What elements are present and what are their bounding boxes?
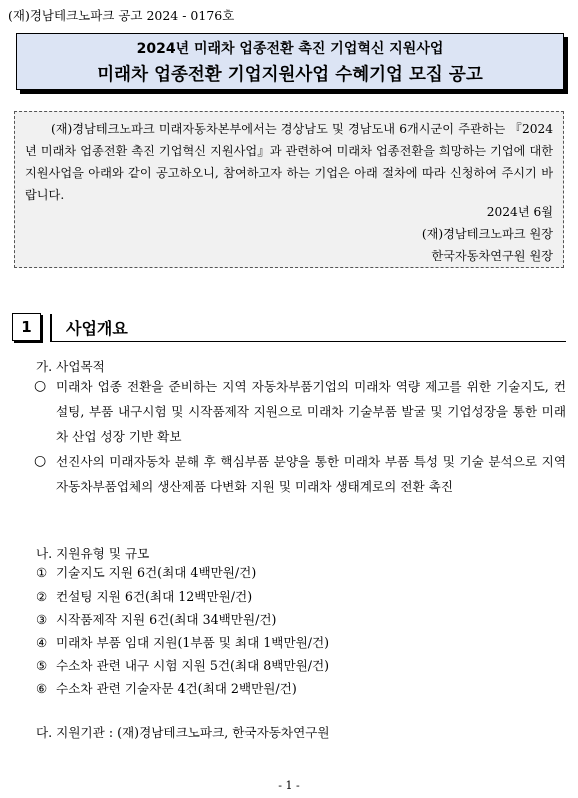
- section-number: 1: [12, 313, 41, 341]
- title-box: [16, 33, 564, 90]
- support-item: [36, 632, 329, 651]
- circle-bullet: ○: [34, 378, 47, 394]
- title-line1: 2024년 미래차 업종전환 촉진 기업혁신 지원사업: [136, 41, 444, 57]
- section-underline: [50, 341, 566, 342]
- section-divider: [50, 314, 52, 341]
- support-item-text: 컨설팅 지원 6건(최대 12백만원/건): [56, 589, 253, 604]
- section-title: 사업개요: [66, 319, 128, 338]
- support-item-text: 미래차 부품 임대 지원(1부품 및 최대 1백만원/건): [56, 635, 330, 650]
- support-heading: 나. 지원유형 및 규모: [36, 546, 150, 561]
- purpose-item: [34, 449, 566, 524]
- support-item: [36, 609, 276, 628]
- purpose-heading: 가. 사업목적: [36, 359, 105, 374]
- section-header: [12, 313, 566, 343]
- signer-gntp: (재)경남테크노파크 원장: [421, 227, 553, 241]
- support-item-text: 시작품제작 지원 6건(최대 34백만원/건): [56, 612, 277, 627]
- support-item-text: 수소차 관련 내구 시험 지원 5건(최대 8백만원/건): [56, 658, 330, 673]
- agency-line: 다. 지원기관 : (재)경남테크노파크, 한국자동차연구원: [36, 725, 330, 740]
- intro-paragraph: (재)경남테크노파크 미래자동차본부에서는 경상남도 및 경남도내 6개시군이 주관하는 『2024년 미래차 업종전환 촉진 기업혁신 지원사업』과 관련하여 미래차 업종전환을 희망하는 기업에 대한 지원사업을 아래와 같이 공고하오니, 참여하고자 하는 기업은 아래 절차에 따라 신청하여 주시기 바랍니다.: [25, 122, 553, 202]
- page-number: - 1 -: [278, 779, 300, 792]
- support-item: [36, 678, 297, 697]
- intro-box: [14, 111, 564, 268]
- support-item-text: 기술지도 지원 6건(최대 4백만원/건): [56, 565, 257, 580]
- support-item-mark: ①: [36, 565, 48, 580]
- purpose-item-text: 선진사의 미래자동차 분해 후 핵심부품 분양을 통한 미래차 부품 특성 및 기술 분석으로 지역 자동차부품업체의 생산제품 다변화 지원 및 미래차 생태계로의 전환 촉진: [56, 454, 566, 494]
- support-item: [36, 562, 256, 581]
- intro-date: 2024년 6월: [486, 205, 553, 219]
- support-item-mark: ③: [36, 612, 48, 627]
- signer-katech: 한국자동차연구원 원장: [431, 249, 553, 263]
- support-item-mark: ⑤: [36, 658, 48, 673]
- support-item-mark: ④: [36, 635, 48, 650]
- purpose-item: [34, 374, 566, 449]
- support-item-text: 수소차 관련 기술자문 4건(최대 2백만원/건): [56, 681, 297, 696]
- title-line2: 미래차 업종전환 기업지원사업 수혜기업 모집 공고: [97, 65, 483, 85]
- notice-number: (재)경남테크노파크 공고 2024 - 0176호: [8, 8, 235, 23]
- support-item-mark: ⑥: [36, 681, 48, 696]
- support-item: [36, 655, 329, 674]
- circle-bullet: ○: [34, 453, 47, 469]
- support-item-mark: ②: [36, 589, 48, 604]
- support-item: [36, 586, 252, 605]
- purpose-item-text: 미래차 업종 전환을 준비하는 지역 자동차부품기업의 미래차 역량 제고를 위한 기술지도, 컨설팅, 부품 내구시험 및 시작품제작 지원으로 미래차 기술부품 발굴 및 기업성장을 통한 미래차 산업 성장 기반 확보: [56, 379, 566, 444]
